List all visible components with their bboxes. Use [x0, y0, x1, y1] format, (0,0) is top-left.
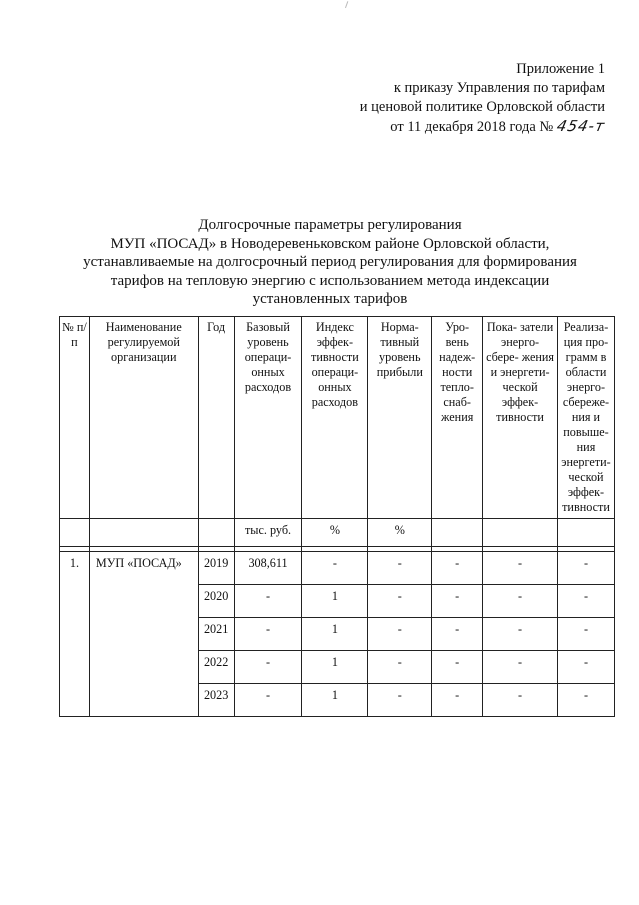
cell-index: 1	[302, 585, 368, 618]
table-header-row	[60, 317, 615, 519]
header-org: Наименование регулируемой организации	[89, 317, 198, 519]
units-row	[60, 519, 615, 547]
cell-profit: -	[368, 552, 432, 585]
title-line-2: МУП «ПОСАД» в Новодеревеньковском районе Орловской области,	[110, 235, 550, 252]
row-number: 1.	[60, 552, 90, 717]
title-line-5: установленных тарифов	[252, 291, 408, 307]
units-cell	[60, 519, 90, 547]
appendix-line-3: и ценовой политике Орловской области	[359, 99, 605, 115]
cell-year: 2019	[198, 552, 234, 585]
header-index: Индекс эффек- тивности операци- онных расходов	[302, 317, 368, 519]
cell-programs: -	[557, 585, 614, 618]
cell-reliability: -	[432, 552, 483, 585]
cell-base: -	[234, 651, 302, 684]
cell-programs: -	[557, 651, 614, 684]
header-base: Базовый уровень операци- онных расходов	[234, 317, 302, 519]
cell-year: 2022	[198, 651, 234, 684]
cell-base: -	[234, 618, 302, 651]
cell-reliability: -	[432, 585, 483, 618]
cell-index: -	[302, 552, 368, 585]
units-cell	[432, 519, 483, 547]
title-line-1: Долгосрочные параметры регулирования	[198, 217, 462, 233]
cell-reliability: -	[432, 684, 483, 717]
cell-index: 1	[302, 651, 368, 684]
appendix-line-4	[360, 117, 608, 137]
parameters-table	[59, 316, 615, 717]
cell-energy: -	[483, 618, 558, 651]
cell-year: 2023	[198, 684, 234, 717]
header-programs: Реализа- ция про- грамм в области энерго- сбереже- ния и повыше- ния энергети- ческой эффек- тивности	[557, 317, 614, 519]
cell-profit: -	[368, 585, 432, 618]
cell-programs: -	[557, 552, 614, 585]
cell-programs: -	[557, 618, 614, 651]
cell-energy: -	[483, 552, 558, 585]
cell-programs: -	[557, 684, 614, 717]
appendix-date: от 11 декабря 2018 года №	[390, 119, 554, 135]
appendix-line-1: Приложение 1	[516, 61, 605, 77]
header-energy: Пока- затели энерго- сбере- жения и энергети- ческой эффек- тивности	[483, 317, 558, 519]
units-cell	[198, 519, 234, 547]
cell-reliability: -	[432, 651, 483, 684]
organization-name: МУП «ПОСАД»	[89, 552, 198, 717]
cell-base: -	[234, 684, 302, 717]
table-row	[60, 552, 615, 585]
units-cell	[483, 519, 558, 547]
units-cell	[89, 519, 198, 547]
cell-base: -	[234, 585, 302, 618]
header-reliability: Уро- вень надеж- ности тепло- снаб- жения	[432, 317, 483, 519]
cell-year: 2020	[198, 585, 234, 618]
unit-index: %	[302, 519, 368, 547]
appendix-line-2: к приказу Управления по тарифам	[393, 80, 605, 96]
cell-profit: -	[368, 684, 432, 717]
header-profit: Норма- тивный уровень прибыли	[368, 317, 432, 519]
header-year: Год	[198, 317, 234, 519]
title-line-4: тарифов на тепловую энергию с использованием метода индексации	[110, 272, 550, 289]
cell-energy: -	[483, 684, 558, 717]
units-cell	[557, 519, 614, 547]
cell-index: 1	[302, 618, 368, 651]
order-number-handwritten: 454-т	[555, 117, 608, 135]
title-line-3: устанавливаемые на долгосрочный период регулирования для формирования	[83, 254, 577, 270]
unit-base: тыс. руб.	[234, 519, 302, 547]
unit-profit: %	[368, 519, 432, 547]
document-title	[60, 216, 600, 309]
cell-profit: -	[368, 618, 432, 651]
cell-base: 308,611	[234, 552, 302, 585]
cell-reliability: -	[432, 618, 483, 651]
header-num: № п/п	[60, 317, 90, 519]
appendix-block	[359, 60, 608, 137]
scan-mark	[345, 1, 353, 10]
cell-year: 2021	[198, 618, 234, 651]
cell-energy: -	[483, 651, 558, 684]
cell-index: 1	[302, 684, 368, 717]
cell-profit: -	[368, 651, 432, 684]
cell-energy: -	[483, 585, 558, 618]
